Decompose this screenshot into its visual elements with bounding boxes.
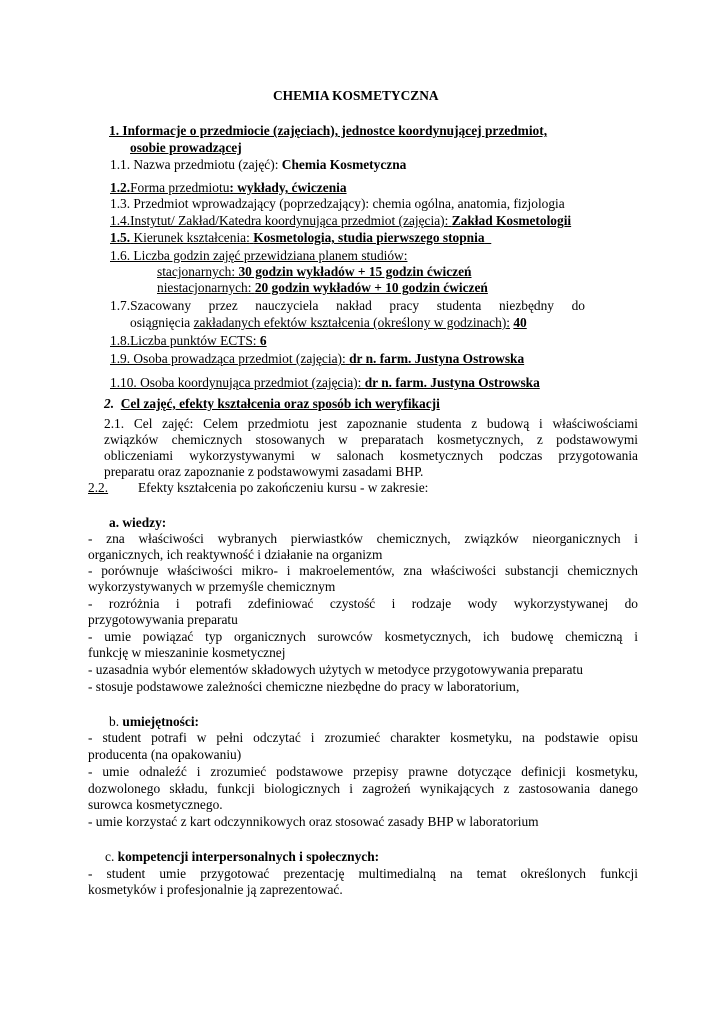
- row-1-1-value: Chemia Kosmetyczna: [281, 157, 407, 172]
- section-1-heading: [109, 123, 547, 139]
- cel-line-3: obliczeniami wykorzystywanymi w salonach kosmetycznych podczas przygotowania: [104, 448, 638, 463]
- section-2-heading-number: 2.: [104, 396, 115, 411]
- row-1-10: [110, 375, 540, 391]
- row-1-2-label: 1.2.: [110, 180, 131, 195]
- row-1-5-label: 1.5.: [110, 230, 131, 245]
- cel-line-4: preparatu oraz zapoznanie z podstawowymi zasadami BHP.: [104, 464, 424, 479]
- section-1-heading-line1: 1. Informacje o przedmiocie (zajęciach), jednostce koordynującej przedmiot,: [109, 123, 548, 138]
- efekty-number: 2.2.: [88, 480, 109, 495]
- row-1-10-label: 1.10. Osoba koordynująca przedmiot (zajęcia):: [110, 375, 362, 390]
- row-1-6: 1.6. Liczba godzin zajęć przewidziana planem studiów:: [110, 248, 408, 263]
- row-1-7-value: 40: [513, 315, 527, 330]
- row-1-6-niestacjonarne-label: niestacjonarnych:: [157, 280, 252, 295]
- section-2-heading: [104, 396, 440, 412]
- umiejetnosci-label: umiejętności:: [122, 714, 200, 729]
- row-1-8-value: 6: [259, 333, 267, 348]
- wiedzy-line-2: organicznych, ich reaktywność i działanie na organizm: [88, 547, 383, 562]
- kompetencje-label-row: [105, 849, 379, 865]
- row-1-9-label: 1.9. Osoba prowadząca przedmiot (zajęcia):: [110, 351, 346, 366]
- row-1-6-stacjonarne: [157, 264, 472, 280]
- row-1-7-label: osiągnięcia: [130, 315, 191, 330]
- wiedzy-line-5: - rozróżnia i potrafi zdefiniować czystość i rodzaje wody wykorzystywanej do: [88, 596, 638, 611]
- row-1-6-niestacjonarne-value: 20 godzin wykładów + 10 godzin ćwiczeń: [254, 280, 488, 295]
- cel-line-2: związków chemicznych stosowanych w preparatach kosmetycznych, z podstawowymi: [104, 432, 638, 447]
- wiedzy-line-3: - porównuje właściwości mikro- i makroelementów, zna właściwości substancji chemicznych: [88, 563, 638, 578]
- row-1-1-label: 1.1. Nazwa przedmiotu (zajęć):: [110, 157, 279, 172]
- row-1-4-label: 1.4.Instytut/ Zakład/Katedra koordynująca przedmiot (zajęcia):: [110, 213, 449, 228]
- kompetencje-line-1: - student umie przygotować prezentację multimedialną na temat określonych funkcji: [88, 866, 638, 881]
- row-1-9-value: dr n. farm. Justyna Ostrowska: [349, 351, 525, 366]
- row-1-5: [110, 230, 491, 246]
- wiedzy-line-4: wykorzystywanych w przemyśle chemicznym: [88, 579, 336, 594]
- row-1-5-mid: Kierunek kształcenia:: [133, 230, 250, 245]
- page-title: CHEMIA KOSMETYCZNA: [273, 88, 439, 103]
- row-1-4-value: Zakład Kosmetologii: [451, 213, 572, 228]
- umiejetnosci-line-4: dozwolonego składu, funkcji biologicznych i zagrożeń wynikających z zastosowania danego: [88, 781, 638, 796]
- umiejetnosci-line-1: - student potrafi w pełni odczytać i zrozumieć charakter kosmetyku, na podstawie opisu: [88, 730, 638, 745]
- row-1-7-mid: zakładanych efektów kształcenia (określony w godzinach):: [193, 315, 510, 330]
- umiejetnosci-prefix: b.: [109, 714, 120, 729]
- kompetencje-prefix: c.: [105, 849, 115, 864]
- row-1-8: [110, 333, 267, 349]
- row-1-10-value: dr n. farm. Justyna Ostrowska: [364, 375, 540, 390]
- section-2-heading-text: Cel zajęć, efekty kształcenia oraz sposób ich weryfikacji: [120, 396, 440, 411]
- row-1-7-line1: 1.7.Szacowany przez nauczyciela nakład pracy studenta niezbędny do: [110, 298, 585, 313]
- row-1-6-stacjonarne-value: 30 godzin wykładów + 15 godzin ćwiczeń: [238, 264, 472, 279]
- row-1-9: [110, 351, 524, 367]
- row-1-4: [110, 213, 571, 229]
- wiedzy-line-8: funkcję w mieszaninie kosmetycznej: [88, 645, 286, 660]
- efekty-text: Efekty kształcenia po zakończeniu kursu - w zakresie:: [138, 480, 429, 495]
- row-1-6-stacjonarne-label: stacjonarnych:: [157, 264, 236, 279]
- umiejetnosci-line-3: - umie odnaleźć i zrozumieć podstawowe przepisy prawne dotyczące definicji kosmetyku,: [88, 764, 638, 779]
- kompetencje-line-2: kosmetyków i profesjonalnie ją zaprezentować.: [88, 882, 343, 897]
- row-1-3: 1.3. Przedmiot wprowadzający (poprzedzający): chemia ogólna, anatomia, fizjologia: [110, 196, 565, 211]
- cel-line-1: 2.1. Cel zajęć: Celem przedmiotu jest zapoznanie studenta z budową i właściwościami: [104, 416, 638, 431]
- umiejetnosci-label-row: [109, 714, 199, 730]
- row-1-2-mid: Forma przedmiotu: [130, 180, 230, 195]
- wiedzy-line-6: przygotowywania preparatu: [88, 612, 238, 627]
- wiedzy-label: a. wiedzy:: [109, 515, 167, 530]
- row-1-2-value: : wykłady, ćwiczenia: [229, 180, 347, 195]
- row-1-2: [110, 180, 347, 196]
- row-1-7-line2: [130, 315, 527, 331]
- wiedzy-line-10: - stosuje podstawowe zależności chemiczne niezbędne do pracy w laboratorium,: [88, 679, 520, 694]
- wiedzy-line-1: - zna właściwości wybranych pierwiastków chemicznych, związków nieorganicznych i: [88, 531, 638, 546]
- row-1-6-niestacjonarne: [157, 280, 488, 296]
- umiejetnosci-line-6: - umie korzystać z kart odczynnikowych oraz stosować zasady BHP w laboratorium: [88, 814, 539, 829]
- wiedzy-line-7: - umie powiązać typ organicznych surowców kosmetycznych, ich budowę chemiczną i: [88, 629, 638, 644]
- row-1-5-value: Kosmetologia, studia pierwszego stopnia: [253, 230, 485, 245]
- umiejetnosci-line-5: surowca kosmetycznego.: [88, 797, 223, 812]
- kompetencje-label: kompetencji interpersonalnych i społecznych:: [117, 849, 380, 864]
- row-1-1: [110, 157, 406, 173]
- row-1-8-label: 1.8.Liczba punktów ECTS:: [110, 333, 257, 348]
- umiejetnosci-line-2: producenta (na opakowaniu): [88, 747, 242, 762]
- section-1-heading-line2: osobie prowadzącej: [130, 140, 242, 155]
- efekty-heading: [88, 480, 460, 496]
- wiedzy-line-9: - uzasadnia wybór elementów składowych użytych w metodyce przygotowywania preparatu: [88, 662, 583, 677]
